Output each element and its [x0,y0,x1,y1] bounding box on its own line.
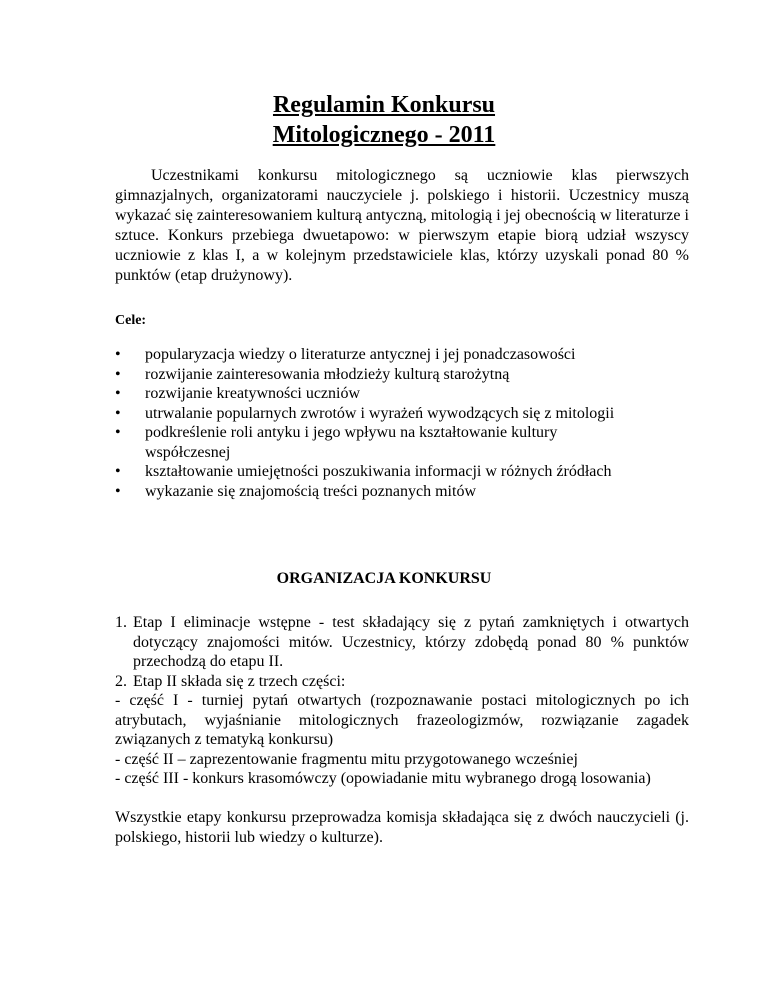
closing-paragraph: Wszystkie etapy konkursu przeprowadza komisja składająca się z dwóch nauczycieli (j. polskiego, historii lub wiedzy o kulturze). [115,809,689,846]
goal-item [115,384,635,404]
goal-item [115,482,635,502]
goal-text: kształtowanie umiejętności poszukiwania informacji w różnych źródłach [145,463,612,480]
part-item: - część III - konkurs krasomówczy (opowiadanie mitu wybranego drogą losowania) [115,770,651,788]
bullet-icon: • [115,346,121,363]
document-title [0,90,768,150]
stage-item [115,672,689,692]
goal-text: popularyzacja wiedzy o literaturze antycznej i jej ponadczasowości [145,346,576,363]
organization-heading: ORGANIZACJA KONKURSU [276,570,492,587]
stages-list [115,613,689,691]
goal-text: podkreślenie roli antyku i jego wpływu na kształtowanie kultury współczesnej [145,424,558,461]
goal-item [115,365,635,385]
goal-text: utrwalanie popularnych zwrotów i wyrażeń wywodzących się z mitologii [145,404,615,422]
bullet-icon: • [115,463,121,480]
stage-text: Etap I eliminacje wstępne - test składający się z pytań zamkniętych i otwartych dotyczący znajomości mitów. Uczestnicy, którzy zdobędą ponad 80 % punktów przechodzą do etapu II. [133,614,689,671]
bullet-icon: • [115,365,121,383]
intro-paragraph: Uczestnikami konkursu mitologicznego są uczniowie klas pierwszych gimnazjalnych, organizatorami nauczyciele j. polskiego i historii. Uczestnicy muszą wykazać się zainteresowaniem kulturą antyczną, mitologią i jej obecnością w literaturze i sztuce. Konkurs przebiega dwuetapowo: w pierwszym etapie biorą udział wszyscy uczniowie z klas I, a w kolejnym przedstawiciele klas, którzy uzyskali ponad 80 % punktów (etap drużynowy). [115,167,689,284]
goal-text: wykazanie się znajomością treści poznanych mitów [145,482,476,500]
part-item: - część II – zaprezentowanie fragmentu mitu przygotowanego wcześniej [115,750,578,768]
goal-item [115,345,635,365]
stage-parts-list [115,691,689,789]
bullet-icon: • [115,385,121,402]
stage-item [115,613,689,672]
title-line-2: Mitologicznego - 2011 [272,122,496,148]
stage-number: 2. [115,672,127,690]
goals-list [115,345,635,501]
goal-text: rozwijanie kreatywności uczniów [145,385,361,402]
bullet-icon: • [115,482,121,500]
goal-item [115,404,635,424]
part-item: - część I - turniej pytań otwartych (rozpoznawanie postaci mitologicznych po ich atrybutach, wyjaśnianie mitologicznych frazeologizmów, rozwiązanie zagadek związanych z tematyką konkursu) [115,692,689,749]
stage-number: 1. [115,614,127,631]
goal-item [115,423,635,462]
stage-text: Etap II składa się z trzech części: [133,672,346,690]
bullet-icon: • [115,424,121,441]
title-line-1: Regulamin Konkursu [272,92,496,118]
goal-text: rozwijanie zainteresowania młodzieży kulturą starożytną [145,365,510,383]
goals-label: Cele: [115,313,147,328]
goal-item [115,462,635,482]
bullet-icon: • [115,404,121,422]
